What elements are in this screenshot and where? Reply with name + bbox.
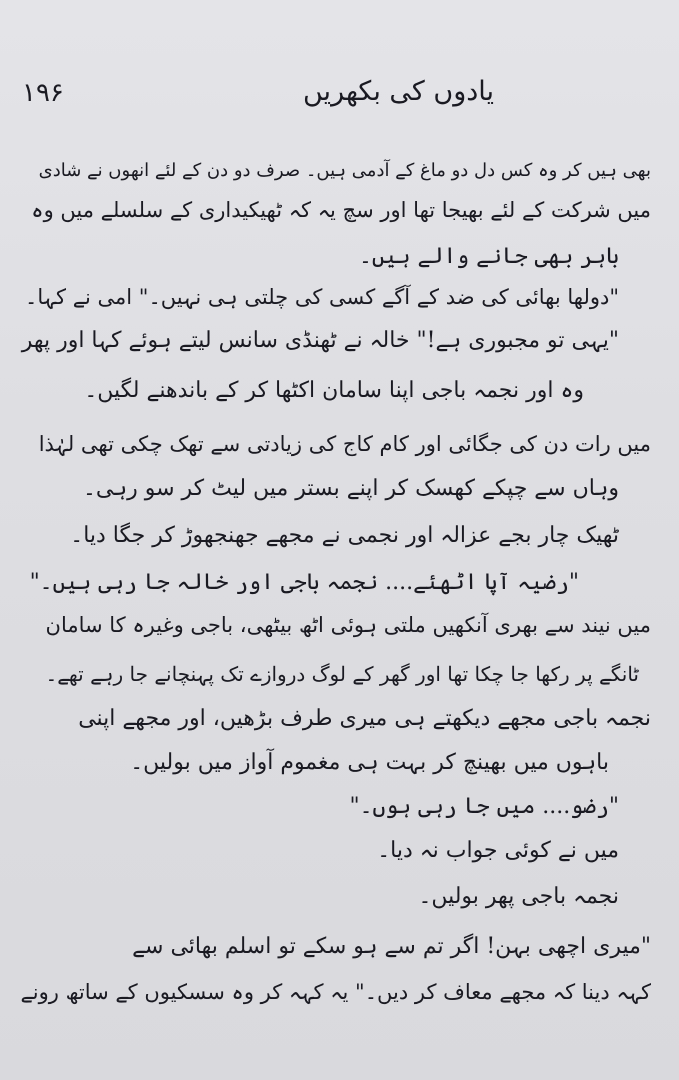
text-line: نجمہ باجی پھر بولیں۔ xyxy=(418,884,619,909)
text-line: میں رات دن کی جگائی اور کام کاج کی زیادتی سے تھک چکی تھی لہٰذا xyxy=(38,432,651,456)
text-line: بھی ہیں کر وہ کس دل دو ماغ کے آدمی ہیں۔ صرف دو دن کے لئے انھوں نے شادی xyxy=(38,160,651,181)
text-line: "دولھا بھائی کی ضد کے آگے کسی کی چلتی ہی نہیں۔" امی نے کہا۔ xyxy=(25,285,619,309)
text-line: کہہ دینا کہ مجھے معاف کر دیں۔" یہ کہہ کر وہ سسکیوں کے ساتھ رونے xyxy=(20,980,651,1004)
page-number: ۱۹۶ xyxy=(22,78,64,108)
text-line: میں نیند سے بھری آنکھیں ملتی ہوئی اٹھ بیٹھی، باجی وغیرہ کا سامان xyxy=(45,613,651,637)
text-line: "رضو.... میں جا رہی ہوں۔" xyxy=(349,794,619,819)
text-line: "یہی تو مجبوری ہے!" خالہ نے ٹھنڈی سانس لیتے ہوئے کہا اور پھر xyxy=(21,328,619,353)
text-line: باہر بھی جانے والے ہیں۔ xyxy=(358,244,619,269)
text-line: "رضیہ آپا اٹھئے.... نجمہ باجی اور خالہ جا رہی ہیں۔" xyxy=(29,570,579,595)
text-line: ٹانگے پر رکھا جا چکا تھا اور گھر کے لوگ دروازے تک پہنچانے جا رہے تھے۔ xyxy=(45,662,639,686)
text-line: میں شرکت کے لئے بھیجا تھا اور سچ یہ کہ ٹھیکیداری کے سلسلے میں وہ xyxy=(31,198,651,222)
text-line: نجمہ باجی مجھے دیکھتے ہی میری طرف بڑھیں، اور مجھے اپنی xyxy=(78,706,651,731)
text-line: وہاں سے چپکے کھسک کر اپنے بستر میں لیٹ کر سو رہی۔ xyxy=(82,476,619,501)
text-line: ٹھیک چار بجے عزالہ اور نجمی نے مجھے جھنجھوڑ کر جگا دیا۔ xyxy=(70,523,619,548)
running-head: یادوں کی بکھریں xyxy=(303,76,494,107)
text-line: باہوں میں بھینچ کر بہت ہی مغموم آواز میں بولیں۔ xyxy=(130,750,609,775)
text-line: "میری اچھی بہن! اگر تم سے ہو سکے تو اسلم بھائی سے xyxy=(132,934,651,959)
text-line: وہ اور نجمہ باجی اپنا سامان اکٹھا کر کے باندھنے لگیں۔ xyxy=(84,378,584,403)
text-line: میں نے کوئی جواب نہ دیا۔ xyxy=(377,838,619,863)
